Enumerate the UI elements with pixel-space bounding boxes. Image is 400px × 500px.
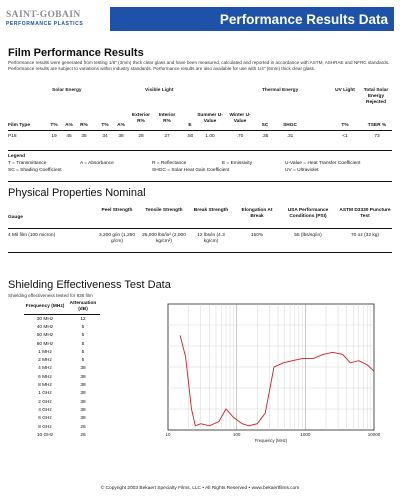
table-row <box>24 348 100 356</box>
attenuation-cell: 25 <box>80 432 86 438</box>
attenuation-cell: 38 <box>80 407 86 413</box>
group-solar: Solar Energy <box>52 88 82 93</box>
col-winter-u: Winter U-Value <box>229 113 251 124</box>
frequency-cell: 2 GHz <box>38 399 52 405</box>
legend-item: T = Transmittance <box>8 161 47 166</box>
table-row <box>24 323 100 331</box>
attenuation-cell: 38 <box>80 383 86 389</box>
attenuation-cell: 12 <box>80 316 86 322</box>
col-tensile: Tensile Strength <box>145 208 183 213</box>
col-ext-r: Exterior R% <box>131 113 151 124</box>
emissivity: .50 <box>186 134 194 139</box>
attenuation-cell: 5 <box>81 341 85 347</box>
col-shgc: SHGC <box>283 123 297 128</box>
elongation: 150% <box>250 233 264 238</box>
table-row <box>24 373 100 381</box>
attenuation-cell: 5 <box>81 324 85 330</box>
attenuation-cell: 38 <box>80 374 86 380</box>
col-summer-u: Summer U-Value <box>197 113 223 124</box>
shielding-chart <box>158 300 380 450</box>
attenuation-table <box>24 300 100 439</box>
film-type: P18 <box>8 134 17 139</box>
frequency-cell: 4 MHz <box>38 366 52 372</box>
physical-heading: Physical Properties Nominal <box>8 187 146 199</box>
solar-t: 19 <box>51 134 57 139</box>
col-vis-t: T% <box>101 123 109 128</box>
frequency-cell: 1 GHz <box>38 391 52 397</box>
physical-header-divider <box>8 228 392 229</box>
int-r: 27 <box>164 134 170 139</box>
x-tick-label: 1000 <box>300 432 311 437</box>
x-tick-label: 100 <box>232 432 241 437</box>
table-row <box>24 415 100 423</box>
tensile-strength: 25,000 lbs/in² (2,000 kg/cm²) <box>142 233 186 244</box>
col-elongation: Elongation At Break <box>241 208 273 219</box>
frequency-cell: 6 MHz <box>38 374 52 380</box>
section-divider <box>8 181 392 182</box>
table-row <box>24 423 100 431</box>
frequency-cell: 30 MHz <box>36 316 54 322</box>
logo-sub: PERFORMANCE PLASTICS <box>6 21 84 27</box>
film-intro: Performance results were generated from testing 1/8" (3mm) thick clear glass and have been measured, calculated and reported in accordance with ASTM, ASHRAE and NFRC standards. Performance results are subject to variations within industry standards. Performance results are also available for use with 1/4" (6mm) thick clear glass. <box>8 60 390 71</box>
col-frequency: Frequency (MHz) <box>24 300 66 315</box>
legend-item: U-Value = Heat Transfer Coefficient <box>285 161 361 166</box>
ext-r: 28 <box>138 134 144 139</box>
col-attenuation: Attenuation (dB) <box>66 300 100 315</box>
usa-performance: 55 (lbs/sq/in) <box>294 233 322 238</box>
logo <box>6 10 106 27</box>
table-row <box>24 390 100 398</box>
shielding-note: Shielding effectiveness tested for 836 film <box>8 293 93 298</box>
legend-item: SC = Shading Coefficient <box>8 168 62 173</box>
attenuation-cell: 5 <box>81 333 85 339</box>
group-total: Total Solar Energy Rejected <box>363 88 389 105</box>
film-row-divider <box>8 150 392 151</box>
vis-a: 38 <box>118 134 124 139</box>
legend-item: UV = Ultraviolet <box>285 168 319 173</box>
group-visible: Visible Light <box>145 88 174 93</box>
page-header <box>0 0 400 40</box>
frequency-cell: 4 GHz <box>38 407 52 413</box>
solar-r: 35 <box>81 134 87 139</box>
physical-row-divider <box>8 252 392 253</box>
x-tick-label: 10000 <box>367 432 380 437</box>
winter-u: .70 <box>236 134 244 139</box>
col-int-r: Interior R% <box>158 113 176 124</box>
group-thermal: Thermal Energy <box>262 88 299 93</box>
legend-item: R = Reflectance <box>152 161 187 166</box>
col-break: Break Strength <box>193 208 229 213</box>
col-uv-t: T% <box>341 123 349 128</box>
table-row <box>24 431 100 439</box>
table-row <box>24 381 100 389</box>
table-row <box>24 332 100 340</box>
attenuation-cell: 38 <box>80 366 86 372</box>
col-peel: Peel Strength <box>101 208 133 213</box>
tser: 73 <box>374 134 380 139</box>
table-row <box>24 340 100 348</box>
puncture-test: 70 oz (32 kg) <box>351 233 379 238</box>
col-gauge: Gauge <box>8 215 23 220</box>
gauge: 4 Mil film (100 micron) <box>8 233 56 238</box>
col-puncture: ASTM D3330 Puncture Test <box>339 208 391 219</box>
frequency-cell: 8 MHz <box>38 383 52 389</box>
film-header-divider <box>8 130 392 131</box>
frequency-cell: 2 MHz <box>38 358 52 364</box>
solar-a: 45 <box>66 134 72 139</box>
attenuation-cell: 38 <box>80 416 86 422</box>
legend-item: SHGC = Solar Heat Gain Coefficient <box>152 168 230 173</box>
group-uv: UV Light <box>335 88 355 93</box>
attenuation-cell: 5 <box>81 349 85 355</box>
film-heading: Film Performance Results <box>8 47 144 59</box>
uv-t: <1 <box>342 134 348 139</box>
frequency-cell: 10 GHz <box>36 432 54 438</box>
frequency-cell: 60 MHz <box>36 341 54 347</box>
table-row <box>24 365 100 373</box>
legend-item: A = Absorbance <box>80 161 114 166</box>
col-tser: TSER % <box>367 123 387 128</box>
col-film-type: Film Type <box>8 123 31 128</box>
x-axis-label: Frequency (MHz) <box>254 438 288 443</box>
col-sc: SC <box>261 123 269 128</box>
table-row <box>24 315 100 324</box>
col-solar-a: A% <box>65 123 73 128</box>
page-title: Performance Results Data <box>110 7 394 31</box>
peel-strength: 3,200 g/in (1,260 g/cm) <box>98 233 135 244</box>
frequency-cell: 6 GHz <box>38 416 52 422</box>
break-strength: 12 lbs/in (4.3 kg/cm) <box>197 233 225 244</box>
summer-u: 1.00 <box>205 134 215 139</box>
table-row <box>24 398 100 406</box>
table-row <box>24 356 100 364</box>
frequency-cell: 1 MHz <box>38 349 52 355</box>
legend-title: Legend <box>8 154 26 159</box>
frequency-cell: 40 MHz <box>36 324 54 330</box>
frequency-cell: 50 MHz <box>36 333 54 339</box>
attenuation-cell: 5 <box>81 358 85 364</box>
x-tick-label: 10 <box>165 432 171 437</box>
legend-item: E = Emissivity <box>222 161 252 166</box>
col-solar-r: R% <box>80 123 88 128</box>
attenuation-cell: 25 <box>80 424 86 430</box>
shgc: .31 <box>286 134 294 139</box>
footer: © Copyright 2003 Bekaert Specialty Films, LLC • All Rights Reserved • www.bekaertfilms.com <box>100 486 300 491</box>
vis-t: 34 <box>102 134 108 139</box>
table-row <box>24 406 100 414</box>
attenuation-cell: 38 <box>80 391 86 397</box>
col-solar-t: T% <box>50 123 58 128</box>
col-e: E <box>188 123 192 128</box>
sc: .35 <box>261 134 269 139</box>
frequency-cell: 8 GHz <box>38 424 52 430</box>
logo-main: SAINT-GOBAIN <box>6 10 81 20</box>
shielding-heading: Shielding Effectiveness Test Data <box>8 279 171 291</box>
attenuation-cell: 38 <box>80 399 86 405</box>
col-vis-a: A% <box>117 123 125 128</box>
col-usa-perf: USA Performance Conditions (PSI) <box>287 208 329 219</box>
